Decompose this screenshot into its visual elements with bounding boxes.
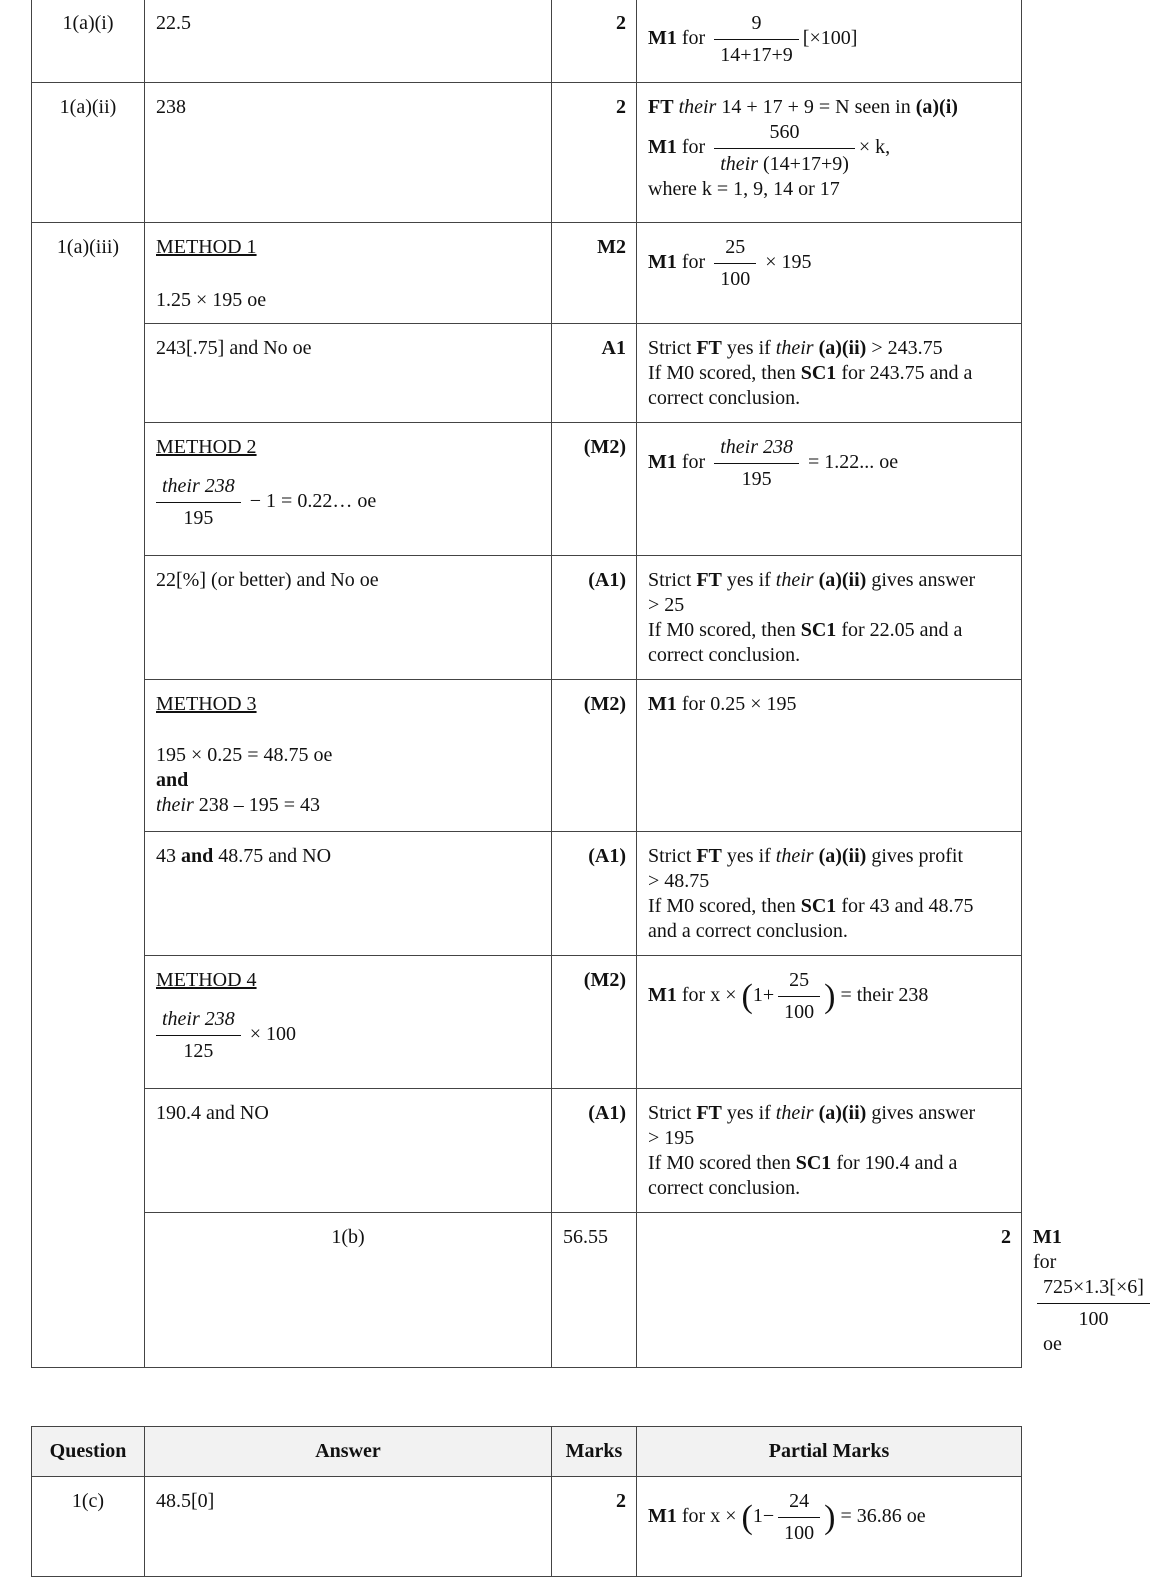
mark-code: M1 xyxy=(648,251,677,274)
text: Strict xyxy=(648,845,692,867)
method-heading: METHOD 2 xyxy=(156,436,257,458)
text: for xyxy=(681,27,706,50)
column-header-question: Question xyxy=(32,1427,145,1477)
text: = 36.86 oe xyxy=(840,1505,926,1528)
mark-code: SC1 xyxy=(795,1152,832,1174)
denominator: 100 xyxy=(784,1522,815,1544)
denominator xyxy=(714,149,855,177)
text: If M0 scored, then xyxy=(648,362,796,384)
text: 1.25 × 195 oe xyxy=(156,289,267,311)
text: 14 + 17 + 9 = N seen in xyxy=(721,96,911,118)
table-row xyxy=(32,324,1022,423)
partial-marks-cell xyxy=(637,324,1022,423)
text: their xyxy=(775,845,814,867)
method-heading: METHOD 1 xyxy=(156,236,257,258)
numerator: their 238 xyxy=(714,435,799,464)
partial-marks-cell xyxy=(637,956,1022,1089)
text: × 195 xyxy=(765,251,812,274)
right-paren: ) xyxy=(824,978,836,1015)
text: > 48.75 xyxy=(648,870,710,892)
text: 1+ xyxy=(752,984,775,1007)
partial-marks-cell xyxy=(637,1477,1022,1577)
text: their xyxy=(775,1102,814,1124)
partial-marks-cell xyxy=(637,0,1022,83)
denominator: 195 xyxy=(183,507,214,529)
text: correct conclusion. xyxy=(648,387,801,409)
table-row xyxy=(32,556,1022,680)
text: for xyxy=(681,451,706,474)
mark-code: SC1 xyxy=(800,619,837,641)
text: for 243.75 and a xyxy=(841,362,973,384)
table-row xyxy=(32,223,1022,324)
numerator: their 238 xyxy=(156,1007,241,1036)
text: > 25 xyxy=(648,594,685,616)
fraction xyxy=(778,1489,820,1546)
text: (a)(ii) xyxy=(818,845,867,867)
text: yes if xyxy=(726,1102,771,1124)
table-row xyxy=(32,0,1022,83)
marks-cell: 2 xyxy=(552,83,637,223)
numerator: 25 xyxy=(714,235,756,264)
question-cell: 1(a)(ii) xyxy=(32,83,145,223)
numerator: 24 xyxy=(778,1489,820,1518)
text: = their 238 xyxy=(840,984,929,1007)
table-row xyxy=(32,83,1022,223)
answer-cell: 243[.75] and No oe xyxy=(145,324,552,423)
text: gives answer xyxy=(871,1102,976,1124)
denominator: 100 xyxy=(784,1001,815,1023)
text: (a)(ii) xyxy=(818,337,867,359)
answer-cell xyxy=(145,956,552,1089)
text: yes if xyxy=(726,845,771,867)
text: oe xyxy=(1043,1333,1062,1355)
answer-cell: 22.5 xyxy=(145,0,552,83)
partial-marks-cell xyxy=(637,83,1022,223)
fraction xyxy=(714,235,756,292)
answer-cell: 190.4 and NO xyxy=(145,1089,552,1213)
denominator: 195 xyxy=(741,468,772,490)
text: gives profit xyxy=(871,845,963,867)
mark-code: M1 xyxy=(1033,1226,1062,1248)
text: (14+17+9) xyxy=(763,153,849,175)
text: their xyxy=(678,96,717,118)
mark-code: M1 xyxy=(648,451,677,474)
right-paren: ) xyxy=(824,1499,836,1536)
table-row xyxy=(32,680,1022,832)
column-header-marks: Marks xyxy=(552,1427,637,1477)
text: where k = 1, 9, 14 or 17 xyxy=(648,178,840,200)
fraction xyxy=(156,474,241,531)
text: and xyxy=(181,845,214,867)
text: − 1 = 0.22… oe xyxy=(249,490,377,513)
text: for xyxy=(681,136,706,159)
text: and xyxy=(156,769,189,791)
mark-code: M1 xyxy=(648,984,677,1007)
text: If M0 scored then xyxy=(648,1152,791,1174)
marks-cell: 2 xyxy=(637,1213,1022,1368)
numerator: 725×1.3[×6] xyxy=(1037,1275,1150,1304)
marks-cell: (A1) xyxy=(552,1089,637,1213)
marks-cell: (M2) xyxy=(552,956,637,1089)
text: Strict xyxy=(648,1102,692,1124)
marks-cell: (M2) xyxy=(552,423,637,556)
text: = 1.22... oe xyxy=(808,451,899,474)
mark-code: M1 xyxy=(648,693,677,715)
left-paren: ( xyxy=(741,1499,753,1536)
mark-code: FT xyxy=(696,1102,722,1124)
text: for xyxy=(681,251,706,274)
numerator: 560 xyxy=(714,120,855,149)
denominator: 100 xyxy=(720,268,751,290)
numerator: 25 xyxy=(778,968,820,997)
text: their xyxy=(775,569,814,591)
text: their xyxy=(720,153,758,175)
text: yes if xyxy=(726,569,771,591)
fraction xyxy=(714,435,799,492)
fraction xyxy=(778,968,820,1025)
table-row xyxy=(32,956,1022,1089)
column-header-answer: Answer xyxy=(145,1427,552,1477)
answer-cell xyxy=(145,423,552,556)
text: (a)(ii) xyxy=(818,569,867,591)
question-cell: 1(a)(i) xyxy=(32,0,145,83)
partial-marks-cell xyxy=(637,680,1022,832)
text: If M0 scored, then xyxy=(648,895,796,917)
text: 1− xyxy=(752,1505,775,1528)
text: for 0.25 × 195 xyxy=(681,693,797,715)
text: 195 × 0.25 = 48.75 oe xyxy=(156,744,333,766)
question-cell: 1(b) xyxy=(145,1213,552,1368)
numerator: their 238 xyxy=(156,474,241,503)
mark-code: M1 xyxy=(648,136,677,159)
fraction xyxy=(1037,1275,1150,1332)
text: for 22.05 and a xyxy=(841,619,963,641)
left-paren: ( xyxy=(741,978,753,1015)
denominator: 100 xyxy=(1078,1308,1109,1330)
denominator: 14+17+9 xyxy=(720,44,793,66)
partial-marks-cell xyxy=(637,223,1022,324)
table-row xyxy=(32,1477,1022,1577)
table-header-row xyxy=(32,1427,1022,1477)
fraction xyxy=(714,11,799,68)
table-row xyxy=(32,1213,1022,1368)
marks-cell: (A1) xyxy=(552,556,637,680)
marks-cell: A1 xyxy=(552,324,637,423)
marks-cell: (A1) xyxy=(552,832,637,956)
text: Strict xyxy=(648,569,692,591)
text: If M0 scored, then xyxy=(648,619,796,641)
mark-code: FT xyxy=(648,96,674,118)
text: (a)(ii) xyxy=(818,1102,867,1124)
text: Strict xyxy=(648,337,692,359)
table-row xyxy=(32,423,1022,556)
text: for xyxy=(1033,1251,1057,1273)
table-row xyxy=(32,832,1022,956)
partial-marks-cell xyxy=(637,556,1022,680)
text: their xyxy=(775,337,814,359)
method-heading: METHOD 4 xyxy=(156,969,257,991)
denominator: 125 xyxy=(183,1040,214,1062)
partial-marks-cell xyxy=(637,423,1022,556)
text: their xyxy=(156,794,194,816)
marks-cell: 2 xyxy=(552,0,637,83)
mark-code: SC1 xyxy=(800,895,837,917)
marks-cell: M2 xyxy=(552,223,637,324)
answer-cell xyxy=(145,832,552,956)
method-heading: METHOD 3 xyxy=(156,693,257,715)
text: × k, xyxy=(858,136,891,159)
answer-cell: 56.55 xyxy=(552,1213,637,1368)
text: for 190.4 and a xyxy=(836,1152,958,1174)
text: 43 xyxy=(156,845,176,867)
text: yes if xyxy=(726,337,771,359)
mark-code: FT xyxy=(696,337,722,359)
marks-cell: 2 xyxy=(552,1477,637,1577)
text: × 100 xyxy=(249,1023,297,1046)
mark-code: SC1 xyxy=(800,362,837,384)
partial-marks-cell xyxy=(637,832,1022,956)
question-cell: 1(c) xyxy=(32,1477,145,1577)
text: correct conclusion. xyxy=(648,644,801,666)
mark-code: FT xyxy=(696,569,722,591)
text: > 195 xyxy=(648,1127,695,1149)
mark-code: FT xyxy=(696,845,722,867)
answer-cell: 238 xyxy=(145,83,552,223)
answer-cell: 22[%] (or better) and No oe xyxy=(145,556,552,680)
question-cell: 1(a)(iii) xyxy=(32,223,145,1368)
text: [×100] xyxy=(802,27,858,50)
fraction xyxy=(156,1007,241,1064)
text: and a correct conclusion. xyxy=(648,920,848,942)
text: gives answer xyxy=(871,569,976,591)
text: 238 – 195 = 43 xyxy=(198,794,321,816)
answer-cell: 48.5[0] xyxy=(145,1477,552,1577)
text: correct conclusion. xyxy=(648,1177,801,1199)
mark-code: M1 xyxy=(648,27,677,50)
text: for 43 and 48.75 xyxy=(841,895,974,917)
text: 48.75 and NO xyxy=(218,845,332,867)
marks-cell: (M2) xyxy=(552,680,637,832)
column-header-partial-marks: Partial Marks xyxy=(637,1427,1022,1477)
text: for x × xyxy=(681,1505,737,1528)
markscheme-table-continued xyxy=(31,1426,1022,1577)
partial-marks-cell xyxy=(637,1089,1022,1213)
mark-code: M1 xyxy=(648,1505,677,1528)
text: for x × xyxy=(681,984,737,1007)
text: > 243.75 xyxy=(871,337,943,359)
table-row xyxy=(32,1089,1022,1213)
numerator: 9 xyxy=(714,11,799,40)
text: (a)(i) xyxy=(915,96,958,118)
fraction xyxy=(714,120,855,177)
answer-cell xyxy=(145,680,552,832)
answer-cell xyxy=(145,223,552,324)
